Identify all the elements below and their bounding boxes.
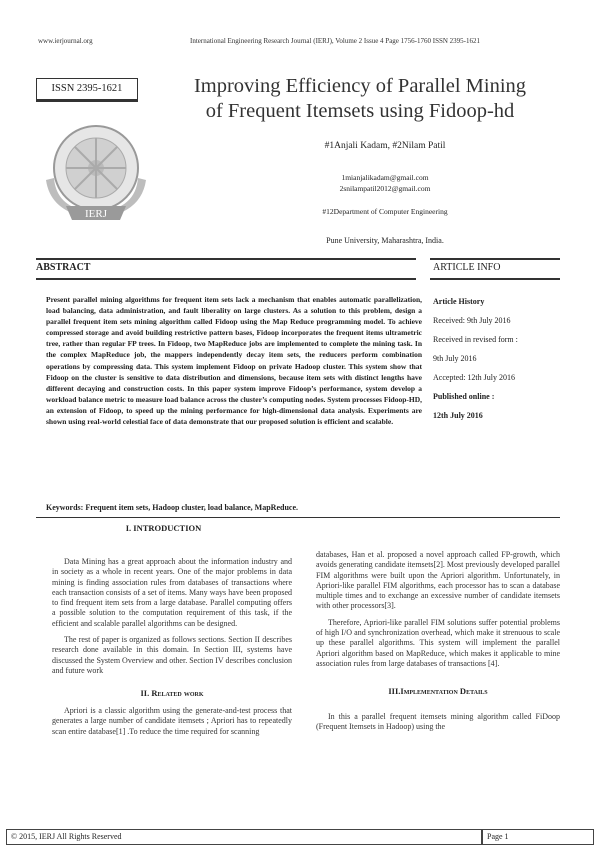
paper-title <box>150 74 570 124</box>
logo-text: IERJ <box>85 208 107 220</box>
abstract-top-rule <box>36 258 416 260</box>
right-paragraph-2: Therefore, Apriori-like parallel FIM solutions suffer potential problems of high I/O and synchronization overhead, which make it strenuous to scale up these parallel algorithms. This system will implement the parallel Apriori algorithm based on MapReduce, which makes it applicable to mine association rules from large databases of transactions [4]. <box>316 617 560 668</box>
email-2[interactable]: 2snilampatil2012@gmail.com <box>339 184 431 193</box>
title-line-2: of Frequent Itemsets using Fidoop-hd <box>205 100 515 122</box>
article-info <box>433 292 563 425</box>
abstract-heading: ABSTRACT <box>36 262 91 273</box>
sec2-heading: II. Related work <box>140 688 204 698</box>
right-column <box>316 550 560 669</box>
revised-label: Received in revised form : <box>433 335 518 344</box>
article-info-heading: ARTICLE INFO <box>433 262 501 273</box>
email-1[interactable]: 1mianjalikadam@gmail.com <box>341 173 429 182</box>
published-date: 12th July 2016 <box>433 411 483 420</box>
sec1-heading: I. INTRODUCTION <box>125 523 202 533</box>
info-top-rule <box>430 258 560 260</box>
abstract-bottom-rule <box>36 278 416 280</box>
intro-paragraph-2: The rest of paper is organized as follows sections. Section II describes research done available in this domain. In Section III, systems have discussed the System Overview and other. Section IV describes conclusion and future work <box>52 635 292 675</box>
related-work-body <box>52 706 292 737</box>
department: #12Department of Computer Engineering <box>322 207 448 216</box>
keywords: Keywords: Frequent item sets, Hadoop cluster, load balance, MapReduce. <box>46 503 298 512</box>
page-number: Page 1 <box>482 829 594 845</box>
related-paragraph-1: Apriori is a classic algorithm using the generate-and-test process that generates a large number of candidate itemsets ; Apriori has to repeatedly scan entire database[1] .To reduce the time required for scanning <box>52 706 292 736</box>
left-column <box>52 557 292 676</box>
info-bottom-rule <box>430 278 560 280</box>
implementation-body <box>316 712 560 733</box>
revised-date: 9th July 2016 <box>433 354 477 363</box>
copyright-footer: © 2015, IERJ All Rights Reserved <box>6 829 482 845</box>
journal-header: International Engineering Research Journal (IERJ), Volume 2 Issue 4 Page 1756-1760 ISSN 2395-1621 <box>190 37 480 45</box>
keywords-rule <box>36 517 560 518</box>
ierj-logo-icon <box>36 118 156 228</box>
issn-badge: ISSN 2395-1621 <box>36 78 138 102</box>
accepted-date: Accepted: 12th July 2016 <box>433 373 515 382</box>
site-url[interactable]: www.ierjournal.org <box>38 37 93 45</box>
sec3-heading: III.Implementation Details <box>388 686 488 696</box>
impl-paragraph-1: In this a parallel frequent itemsets mining algorithm called FiDoop (Frequent Itemsets in Hadoop) using the <box>316 712 560 732</box>
title-line-1: Improving Efficiency of Parallel Mining <box>193 75 527 97</box>
authors: #1Anjali Kadam, #2Nilam Patil <box>324 141 446 151</box>
abstract-body: Present parallel mining algorithms for frequent item sets lack a mechanism that enables automatic parallelization, load balancing, data administration, and fault liberality on large clusters. As a solution to this problem, design a parallel frequent item sets mining algorithm called Fidoop using the Map Reduce programming model. To achieve compressed storage and avoid building restrictive pattern bases, Fidoop incorporates the frequent items ultrametric tree, rather than regular FP trees. In Fidoop, two MapReduce jobs are implemented to complete the mining task. In the complex MapReduce job, the mappers independently decay item sets, the reducers perform combination operations by compressing data. This system implement Fidoop on private Hadoop cluster. This system show that Fidoop on the cluster is sensitive to data distribution and dimensions, because item sets with distinct lengths have different decaying and construction costs. In this paper system improve Fidoop’s performance, system develop a workload balance metric to measure load balance across the cluster’s computing nodes. System processes Fidoop-HD, an extension of Fidoop, to speed up the mining performance for high-dimensional data analysis. Experiments are shown using real-world celestial face of data demonstrate that our proposed solution is efficient and scalable. <box>46 295 422 427</box>
received-date: Received: 9th July 2016 <box>433 316 511 325</box>
history-label: Article History <box>433 297 485 306</box>
emails <box>265 172 505 194</box>
published-label: Published online : <box>433 392 495 401</box>
intro-paragraph-1: Data Mining has a great approach about the information industry and in society as a whole in recent years. One of the major problems in data mining is finding association rules from databases of transactions where each transaction consists of a set of items. Many ways have been proposed to find frequent item sets from a large database. Parallel computing offers a possible solution to the computation requirement of this task, if the efficient and scalable parallel algorithms can be designed. <box>52 557 292 628</box>
university: Pune University, Maharashtra, India. <box>326 236 444 245</box>
right-paragraph-1: databases, Han et al. proposed a novel approach called FP-growth, which avoids generating candidate itemsets[2]. Most previously developed parallel FIM algorithms were built upon the Apriori algorithm. Unfortunately, in Apriori-like parallel FIM algorithms, each processor has to scan a database multiple times and to exchange an excessive number of candidate itemsets with other processors[3]. <box>316 550 560 611</box>
